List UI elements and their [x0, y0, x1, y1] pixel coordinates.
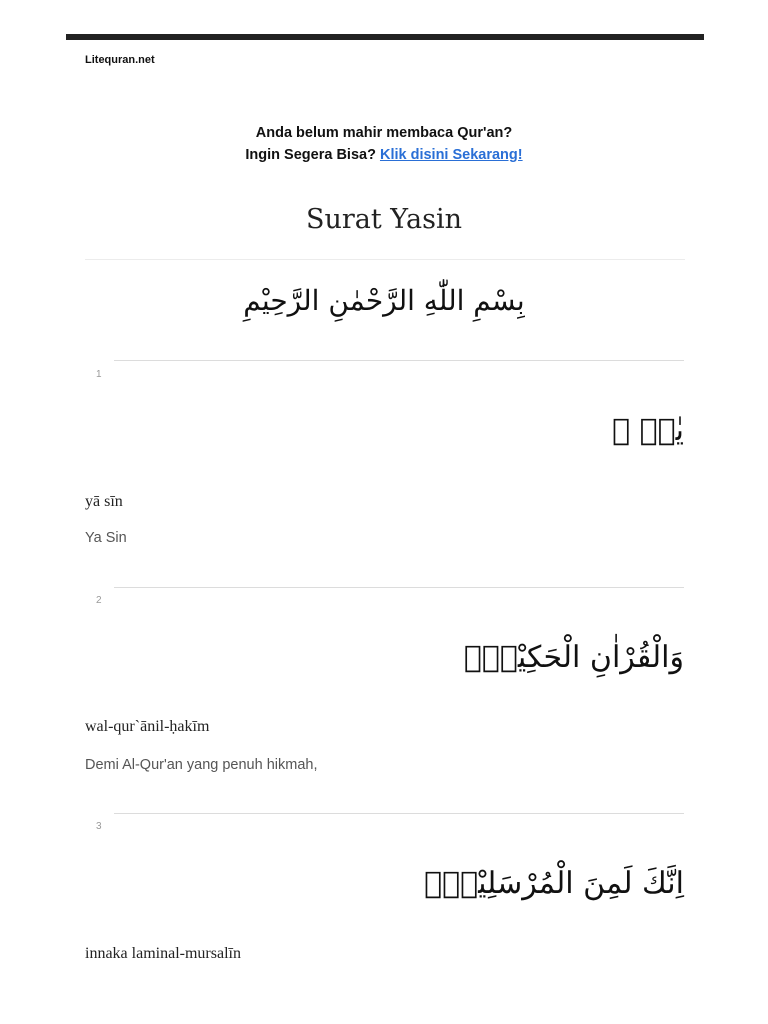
site-name[interactable]: Litequran.net — [85, 54, 155, 66]
promo-link[interactable]: Klik disini Sekarang! — [379, 147, 523, 163]
verse-translation: Demi Al-Qur'an yang penuh hikmah, — [85, 757, 318, 773]
verse-number: 1 — [96, 369, 102, 380]
verse-arabic: يٰسۤ ۚ — [612, 413, 684, 448]
verse-transliteration: wal-qur`ānil-ḥakīm — [85, 718, 210, 735]
verse-transliteration: innaka laminal-mursalīn — [85, 945, 241, 962]
title-divider — [85, 259, 685, 260]
promo-banner — [0, 122, 768, 166]
verse-arabic: اِنَّكَ لَمِنَ الْمُرْسَلِيْنَۙ — [424, 866, 684, 901]
verse-translation: Ya Sin — [85, 530, 127, 546]
verse-divider — [114, 813, 684, 814]
verse-number: 3 — [96, 821, 102, 832]
bismillah: بِسْمِ اللّٰهِ الرَّحْمٰنِ الرَّحِيْمِ — [243, 284, 525, 317]
verse-number: 2 — [96, 595, 102, 606]
promo-line-1: Anda belum mahir membaca Qur'an? — [255, 125, 513, 141]
verse-arabic: وَالْقُرْاٰنِ الْحَكِيْمِۙ — [463, 640, 684, 675]
top-bar — [66, 34, 704, 40]
verse-divider — [114, 587, 684, 588]
page-title: Surat Yasin — [305, 204, 463, 235]
verse-divider — [114, 360, 684, 361]
promo-line-2 — [0, 144, 768, 166]
promo-question: Ingin Segera Bisa? — [245, 147, 376, 163]
verse-transliteration: yā sīn — [85, 493, 123, 510]
